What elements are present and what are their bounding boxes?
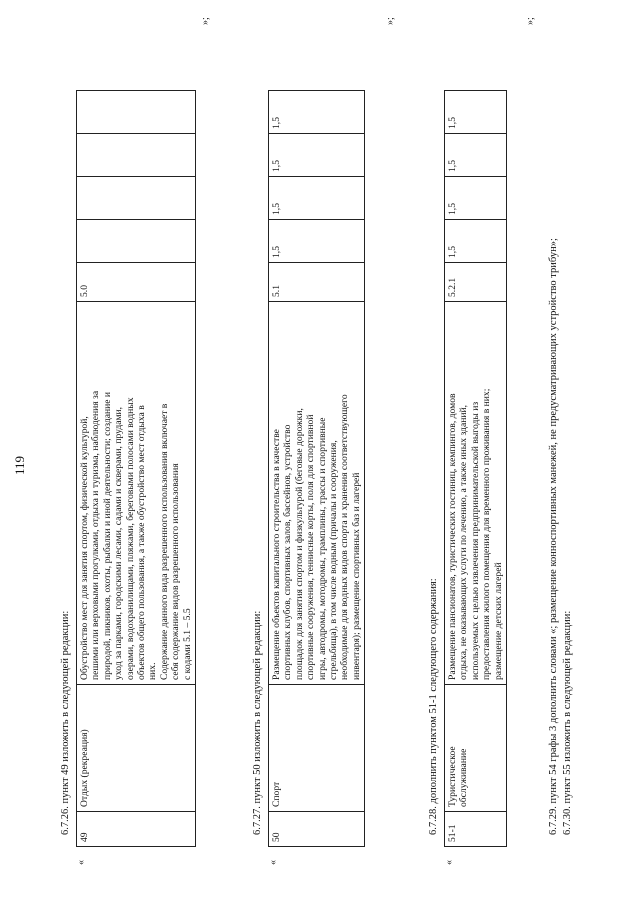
row-code: 5.0 bbox=[77, 263, 196, 302]
row-value: 1,5 bbox=[445, 220, 507, 263]
row-value: 1,5 bbox=[445, 91, 507, 134]
table-row bbox=[445, 91, 507, 847]
table-item-49 bbox=[76, 90, 196, 847]
row-code: 5.2.1 bbox=[445, 263, 507, 302]
quote-open: « bbox=[76, 860, 87, 865]
row-number: 50 bbox=[269, 812, 365, 847]
footer-line: 6.7.30. пункт 55 изложить в следующей редакции: bbox=[562, 610, 573, 835]
caption-item-51-1: 6.7.28. дополнить пунктом 51-1 следующего содержания: bbox=[428, 578, 439, 835]
row-number: 49 bbox=[77, 812, 196, 847]
table-item-51-1 bbox=[444, 90, 507, 847]
row-value bbox=[77, 91, 196, 134]
footer-line: 6.7.29. пункт 54 графы 3 дополнить словами «; размещение конноспортивных манежей, не предусматривающих устройство трибун»; bbox=[548, 238, 559, 835]
row-name: Туристическое обслуживание bbox=[445, 685, 507, 812]
row-value: 1,5 bbox=[269, 134, 365, 177]
row-value bbox=[77, 220, 196, 263]
row-name: Спорт bbox=[269, 685, 365, 812]
row-value: 1,5 bbox=[269, 91, 365, 134]
caption-item-49: 6.7.26. пункт 49 изложить в следующей редакции: bbox=[60, 610, 71, 835]
row-value bbox=[77, 177, 196, 220]
quote-close: »; bbox=[525, 17, 536, 25]
row-code: 5.1 bbox=[269, 263, 365, 302]
quote-open: « bbox=[444, 860, 455, 865]
page-number: 119 bbox=[12, 455, 27, 475]
row-name: Отдых (рекреация) bbox=[77, 685, 196, 812]
row-description: Размещение пансионатов, туристических гостиниц, кемпингов, домов отдыха, не оказывающих услуги по лечению, а также иных зданий, используемых с целью извлечения предпринимательской выгоды из предоставления жилого помещения для временного проживания в них; размещение детских лагерей bbox=[445, 302, 507, 685]
row-number: 51-1 bbox=[445, 812, 507, 847]
row-value: 1,5 bbox=[269, 177, 365, 220]
row-description: Обустройство мест для занятия спортом, физической культурой, пешими или верховыми прогулками, отдыха и туризма, наблюдения за природой, пикников, охоты, рыбалки и иной деятельности; создание и уход за парками, городскими лесами, садами и скверами, прудами, озерами, водохранилищами, пляжами, береговыми полосами водных объектов общего пользования, а также обустройство мест отдыха в них. Содержание данного вида разрешенного использования включает в себя содержание видов разрешенного использования с кодами 5.1 – 5.5 bbox=[77, 302, 196, 685]
table-row bbox=[77, 91, 196, 847]
table-item-50 bbox=[268, 90, 365, 847]
caption-item-50: 6.7.27. пункт 50 изложить в следующей редакции: bbox=[252, 610, 263, 835]
row-value bbox=[77, 134, 196, 177]
row-value: 1,5 bbox=[445, 134, 507, 177]
row-value: 1,5 bbox=[445, 177, 507, 220]
table-row bbox=[269, 91, 365, 847]
row-value: 1,5 bbox=[269, 220, 365, 263]
quote-open: « bbox=[268, 860, 279, 865]
row-description: Размещение объектов капитального строительства в качестве спортивных клубов, спортивных залов, бассейнов, устройство площадок для занятия спортом и физкультурой (беговые дорожки, спортивные сооружения, теннисные корты, поля для спортивной игры, автодромы, мотодромы, трамплины, трассы и спортивные стрельбища), в том числе водным (причалы и сооружения, необходимые для водных видов спорта и хранения соответствующего инвентаря); размещение спортивных баз и лагерей bbox=[269, 302, 365, 685]
quote-close: »; bbox=[200, 17, 211, 25]
quote-close: »; bbox=[385, 17, 396, 25]
